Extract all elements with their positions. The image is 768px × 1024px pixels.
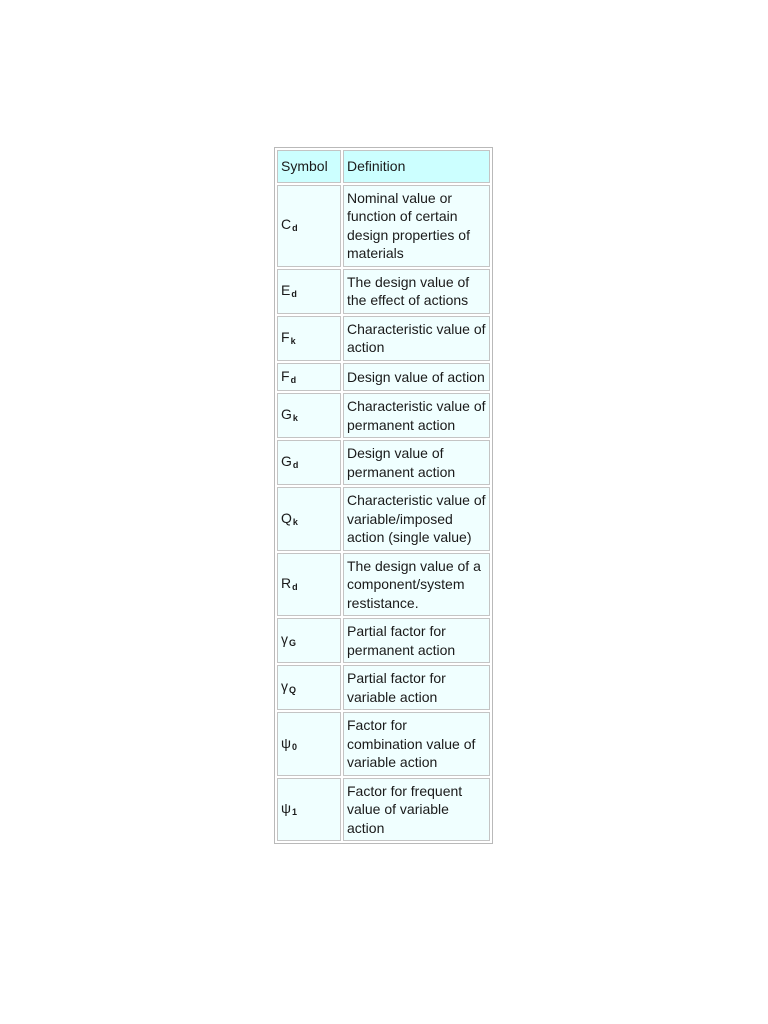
- symbol-subscript: k: [292, 413, 298, 424]
- definition-cell: The design value of the effect of actions: [343, 269, 490, 314]
- definition-cell: Factor for combination value of variable action: [343, 712, 490, 776]
- symbol-cell: [277, 712, 341, 776]
- table-row: [277, 363, 490, 392]
- symbol-subscript: k: [292, 516, 298, 527]
- symbol-base: γ: [281, 631, 288, 648]
- symbol-subscript: Q: [289, 685, 297, 696]
- symbol-base: ψ: [281, 800, 291, 816]
- symbol-base: R: [281, 575, 292, 591]
- symbol-definition-table: [275, 148, 492, 843]
- symbol-subscript: k: [290, 335, 296, 346]
- symbol-subscript: G: [289, 638, 297, 649]
- symbol-column-header: Symbol: [277, 150, 341, 183]
- symbol-subscript: d: [292, 223, 298, 234]
- table-row: [277, 393, 490, 438]
- symbol-base: G: [281, 406, 292, 423]
- definition-cell: Characteristic value of variable/imposed action (single value): [343, 487, 490, 551]
- table-row: [277, 665, 490, 710]
- symbol-cell: [277, 487, 341, 551]
- symbol-base: E: [281, 281, 291, 298]
- symbol-cell: [277, 440, 341, 485]
- symbol-subscript: d: [292, 460, 299, 471]
- definition-cell: Partial factor for permanent action: [343, 618, 490, 663]
- table-row: [277, 487, 490, 551]
- symbol-cell: [277, 393, 341, 438]
- table-row: [277, 440, 490, 485]
- symbol-subscript: d: [290, 374, 297, 385]
- table-body: [277, 185, 490, 842]
- table-header-row: [277, 150, 490, 183]
- table-row: [277, 316, 490, 361]
- definition-column-header: Definition: [343, 150, 490, 183]
- table-row: [277, 618, 490, 663]
- symbol-cell: [277, 665, 341, 710]
- symbol-base: F: [281, 367, 290, 384]
- symbol-base: F: [281, 328, 290, 345]
- symbol-cell: [277, 778, 341, 842]
- symbol-subscript: d: [291, 288, 297, 299]
- definition-cell: Characteristic value of action: [343, 316, 490, 361]
- symbol-cell: [277, 553, 341, 617]
- symbol-cell: [277, 316, 341, 361]
- definition-cell: Nominal value or function of certain design properties of materials: [343, 185, 490, 267]
- table-row: [277, 553, 490, 617]
- symbol-base: G: [281, 453, 292, 470]
- symbol-subscript: d: [292, 582, 298, 592]
- symbol-definition-table-container: [274, 147, 493, 844]
- table-row: [277, 778, 490, 842]
- symbol-cell: [277, 185, 341, 267]
- symbol-cell: [277, 618, 341, 663]
- definition-cell: The design value of a component/system restistance.: [343, 553, 490, 617]
- symbol-subscript: 1: [291, 807, 297, 817]
- symbol-base: C: [281, 216, 292, 233]
- table-row: [277, 269, 490, 314]
- definition-cell: Factor for frequent value of variable action: [343, 778, 490, 842]
- symbol-subscript: 0: [291, 741, 297, 752]
- table-row: [277, 185, 490, 267]
- symbol-cell: [277, 363, 341, 392]
- definition-cell: Characteristic value of permanent action: [343, 393, 490, 438]
- definition-cell: Partial factor for variable action: [343, 665, 490, 710]
- symbol-base: ψ: [281, 734, 291, 751]
- definition-cell: Design value of permanent action: [343, 440, 490, 485]
- symbol-cell: [277, 269, 341, 314]
- symbol-base: Q: [281, 509, 292, 526]
- definition-cell: Design value of action: [343, 363, 490, 392]
- table-row: [277, 712, 490, 776]
- symbol-base: γ: [281, 678, 288, 695]
